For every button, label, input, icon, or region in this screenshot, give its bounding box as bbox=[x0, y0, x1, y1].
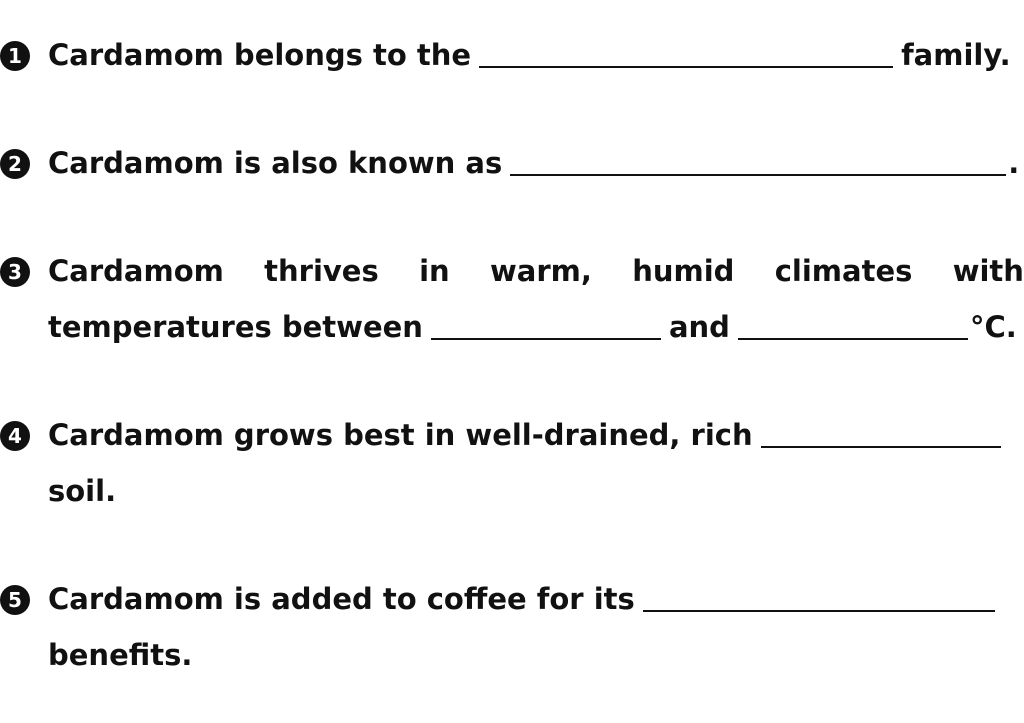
question-number-5: 5 bbox=[0, 585, 30, 615]
question-5-text-line2: benefits. bbox=[48, 638, 193, 672]
question-1-suffix: family. bbox=[901, 38, 1011, 72]
question-number-1: 1 bbox=[0, 41, 30, 71]
question-3-connector: and bbox=[668, 310, 730, 344]
question-3-suffix: °C. bbox=[969, 310, 1017, 344]
answer-blank-4[interactable] bbox=[761, 420, 1001, 448]
question-number-4: 4 bbox=[0, 421, 30, 451]
answer-blank-3a[interactable] bbox=[431, 312, 661, 340]
question-1-text: Cardamom belongs to the bbox=[48, 38, 472, 72]
question-4-text: Cardamom grows best in well-drained, rich bbox=[48, 418, 753, 452]
question-3-word: humid bbox=[632, 254, 735, 288]
question-3-word: with bbox=[952, 254, 1024, 288]
question-2-text: Cardamom is also known as bbox=[48, 146, 503, 180]
question-3-text-line2: temperatures between bbox=[48, 310, 423, 344]
question-3-word: thrives bbox=[264, 254, 379, 288]
question-3-word: in bbox=[419, 254, 450, 288]
question-5-text: Cardamom is added to coffee for its bbox=[48, 582, 635, 616]
question-number-2: 2 bbox=[0, 149, 30, 179]
answer-blank-2[interactable] bbox=[510, 148, 1006, 176]
question-3-word: warm, bbox=[489, 254, 592, 288]
question-4-text-line2: soil. bbox=[48, 474, 117, 508]
answer-blank-5[interactable] bbox=[643, 584, 995, 612]
question-3-word: climates bbox=[774, 254, 913, 288]
answer-blank-3b[interactable] bbox=[738, 312, 968, 340]
question-3-word: Cardamom bbox=[48, 254, 224, 288]
answer-blank-1[interactable] bbox=[479, 40, 893, 68]
question-number-3: 3 bbox=[0, 257, 30, 287]
question-2-suffix: . bbox=[1008, 146, 1020, 180]
